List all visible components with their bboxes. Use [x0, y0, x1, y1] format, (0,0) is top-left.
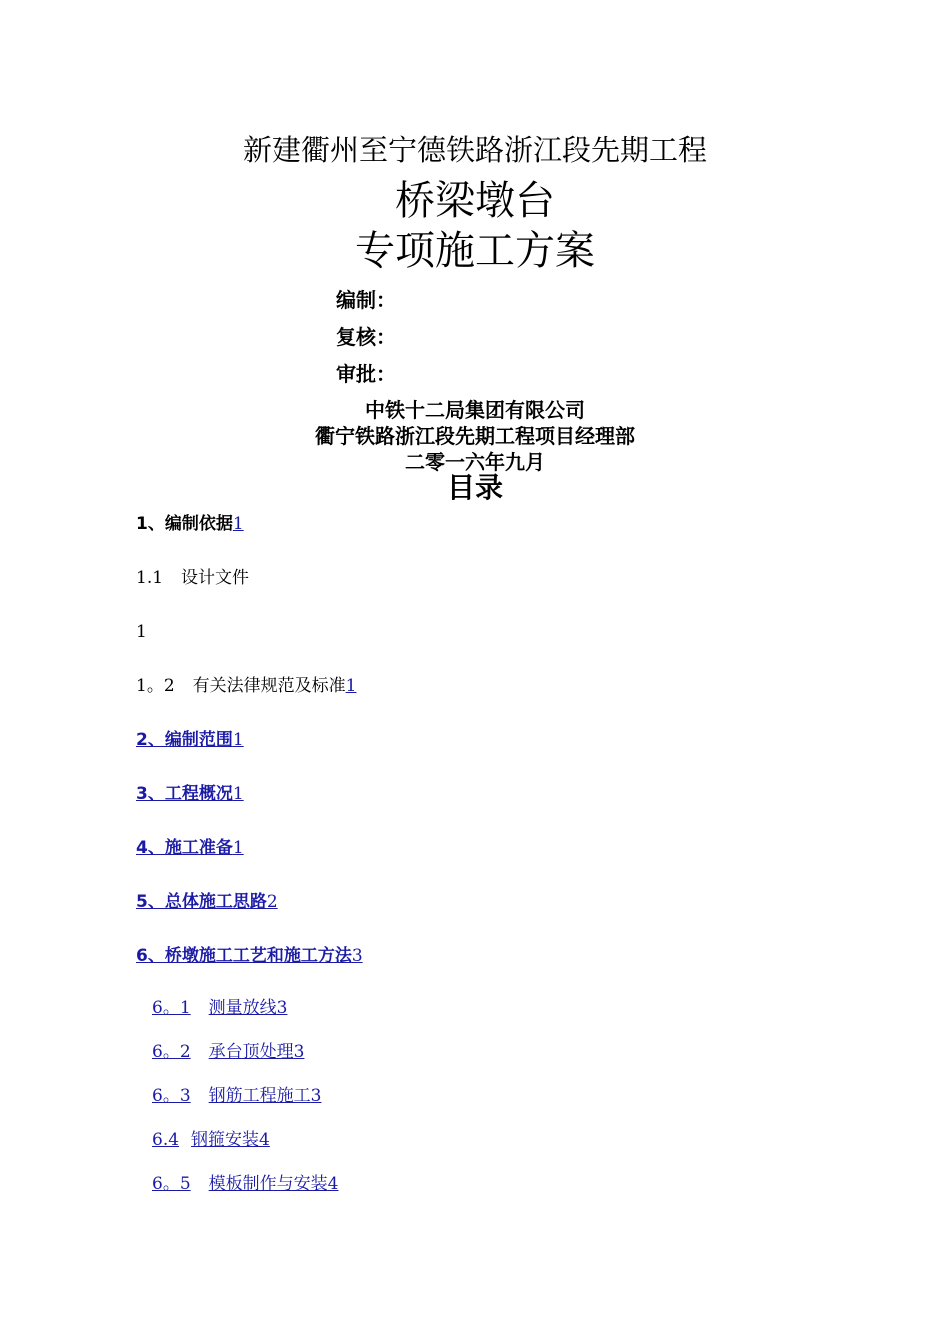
- org-department: 衢宁铁路浙江段先期工程项目经理部: [315, 424, 635, 448]
- toc-item-link[interactable]: 5、总体施工思路: [136, 892, 267, 912]
- toc-item: [136, 566, 249, 590]
- sign-compile-label: 编制：: [336, 288, 396, 312]
- toc-item-page: 3: [293, 1042, 305, 1062]
- toc-item-number: 6。1: [152, 998, 191, 1018]
- toc-item-page-link[interactable]: 2: [266, 892, 278, 912]
- toc-item-page-link[interactable]: 1: [232, 730, 244, 750]
- toc-item-number: 1。2: [136, 676, 175, 696]
- toc-item-label: 钢筋工程施工: [208, 1086, 311, 1106]
- cover-project-title: 新建衢州至宁德铁路浙江段先期工程: [242, 133, 707, 167]
- toc-subitem[interactable]: [152, 1040, 304, 1064]
- toc-item-label: 有关法律规范及标准: [192, 676, 346, 696]
- toc-item-page-link[interactable]: 1: [232, 514, 244, 534]
- toc-subitem[interactable]: [152, 1084, 321, 1108]
- toc-item-label: 承台顶处理: [208, 1042, 294, 1062]
- cover-plan-title: 专项施工方案: [355, 228, 595, 274]
- toc-subitem[interactable]: [152, 996, 287, 1020]
- toc-subitem-link[interactable]: [152, 1042, 304, 1062]
- toc-subitem-link[interactable]: [152, 1086, 321, 1106]
- toc-subitem-link[interactable]: [152, 1130, 270, 1150]
- toc-item-page-link[interactable]: 1: [232, 838, 244, 858]
- toc-item-page: 4: [327, 1174, 339, 1194]
- toc-item[interactable]: [136, 782, 244, 806]
- toc-item[interactable]: [136, 728, 244, 752]
- cover-date: 二零一六年九月: [405, 450, 545, 474]
- sign-approve-label: 审批：: [336, 362, 396, 386]
- toc-item-page: 3: [310, 1086, 322, 1106]
- toc-item-label: 钢箍安装: [191, 1130, 260, 1150]
- toc-item[interactable]: [136, 836, 244, 860]
- toc-subitem-link[interactable]: [152, 998, 287, 1018]
- toc-item-number: 6。5: [152, 1174, 191, 1194]
- toc-item-page: 3: [276, 998, 288, 1018]
- toc-item-label: 设计文件: [181, 568, 250, 588]
- toc-item-page-link[interactable]: 1: [345, 676, 357, 696]
- toc-item-number: 6。3: [152, 1086, 191, 1106]
- toc-item-label: 测量放线: [208, 998, 277, 1018]
- toc-item-number: 1.1: [136, 568, 164, 588]
- toc-item[interactable]: [136, 674, 356, 698]
- toc-item[interactable]: [136, 890, 278, 914]
- toc-subitem-link[interactable]: [152, 1174, 338, 1194]
- toc-item-number: 6。2: [152, 1042, 191, 1062]
- toc-item-link[interactable]: 4、施工准备: [136, 838, 233, 858]
- toc-item-page-link[interactable]: 3: [351, 946, 363, 966]
- toc-subitem[interactable]: [152, 1172, 338, 1196]
- toc-item-page: 4: [259, 1130, 270, 1150]
- toc-item[interactable]: [136, 944, 363, 968]
- cover-subject-title: 桥梁墩台: [395, 178, 555, 224]
- org-company: 中铁十二局集团有限公司: [365, 398, 585, 422]
- toc-title: 目录: [446, 471, 503, 504]
- sign-review-label: 复核：: [336, 325, 396, 349]
- toc-item-page-link[interactable]: 1: [232, 784, 244, 804]
- toc-item-label: 模板制作与安装: [208, 1174, 328, 1194]
- toc-item-link[interactable]: 3、工程概况: [136, 784, 233, 804]
- toc-item[interactable]: [136, 512, 244, 536]
- toc-item-label: 1、编制依据: [136, 514, 233, 534]
- toc-subitem[interactable]: [152, 1128, 270, 1152]
- toc-item-link[interactable]: 2、编制范围: [136, 730, 233, 750]
- toc-item-number: 6.4: [152, 1130, 180, 1150]
- toc-item-page-only: 1: [136, 622, 147, 642]
- toc-item-link[interactable]: 6、桥墩施工工艺和施工方法: [136, 946, 352, 966]
